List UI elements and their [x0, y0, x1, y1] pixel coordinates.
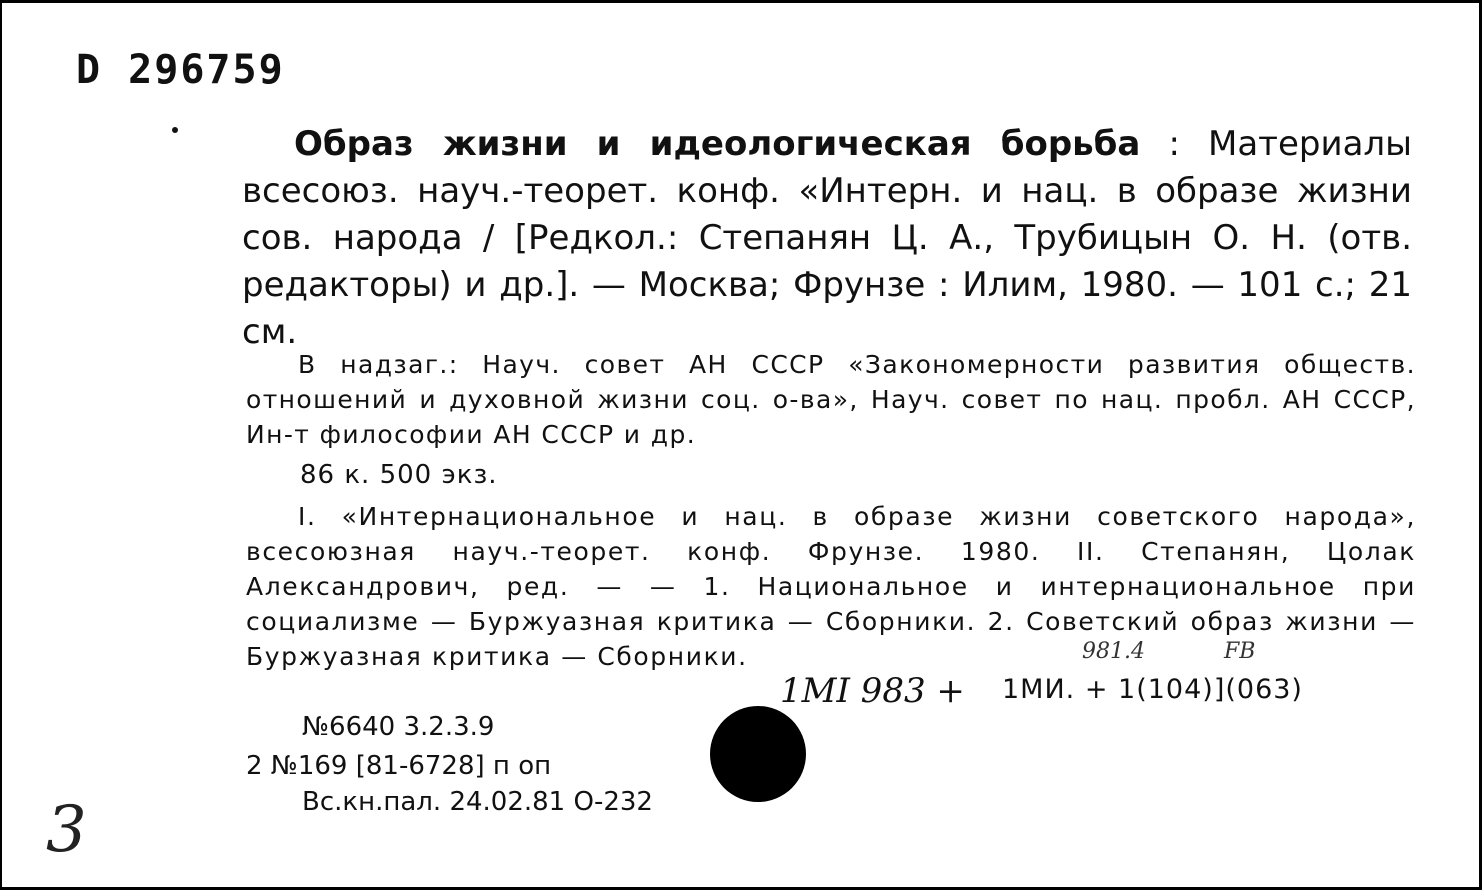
print-record: 2 №169 [81-6728] п оп	[246, 751, 552, 781]
entry-description: : Материалы всесоюз. науч.-теорет. конф. «Интерн. и нац. в образе жизни сов. народа / [Редкол.: Степанян Ц. А., Трубицын О. Н. (отв. редакторы) и др.]. — Москва; Фрунзе : Илим, 1980. — 101 с.; 21 см.	[242, 124, 1412, 352]
classification-code: 1МИ. + 1(104)](063)	[1002, 674, 1303, 705]
book-chamber-record: Вс.кн.пал. 24.02.81 О-232	[302, 787, 653, 817]
card-number: D 296759	[76, 47, 285, 93]
handwritten-number: 981.4	[1082, 639, 1145, 664]
ink-dot	[172, 127, 178, 133]
subject-tracing: I. «Интернациональное и нац. в образе жизни советского народа», всесоюзная науч.-теорет. конф. Фрунзе. 1980. II. Степанян, Цолак Александрович, ред. — — 1. Национальное и интернациональное при социализме — Буржуазная критика — Сборники. 2. Советский образ жизни — Буржуазная критика — Сборники.	[246, 502, 1416, 671]
handwritten-initials: FB	[1224, 639, 1256, 664]
margin-handwritten-mark: 3	[46, 793, 87, 867]
publisher-note: В надзаг.: Науч. совет АН СССР «Закономерности развития обществ. отношений и духовной жизни соц. о-ва», Науч. совет по нац. пробл. АН СССР, Ин-т философии АН СССР и др.	[246, 350, 1416, 449]
punch-hole	[710, 706, 806, 802]
order-number: №6640 3.2.3.9	[302, 712, 495, 742]
entry-title: Образ жизни и идеологическая борьба	[294, 124, 1141, 164]
price-and-print-run: 86 к. 500 экз.	[300, 460, 498, 490]
main-entry	[242, 121, 1412, 356]
handwritten-class-code: 1MI 983 +	[780, 671, 965, 711]
